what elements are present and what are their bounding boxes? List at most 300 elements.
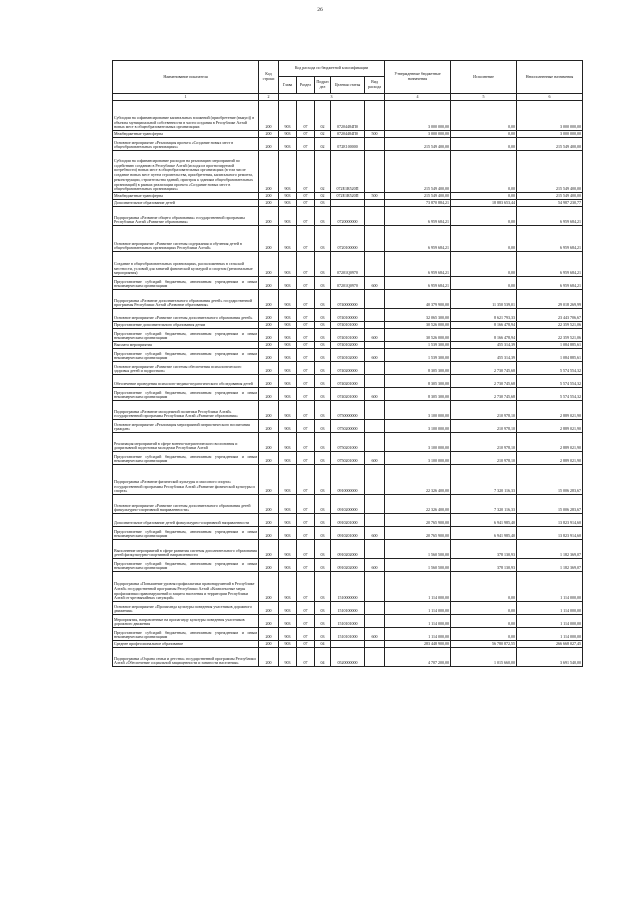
approved-amount: 6 959 684,21 bbox=[385, 226, 451, 252]
unexecuted-amount: 5 574 554,32 bbox=[517, 362, 583, 375]
row-name: Предоставление субсидий бюджетным, автономным учреждениям и иным некоммерческим организациям bbox=[113, 527, 259, 540]
vid-code bbox=[365, 362, 385, 375]
glava-code: 903 bbox=[279, 388, 297, 401]
row-code: 200 bbox=[259, 433, 279, 452]
glava-code: 903 bbox=[279, 495, 297, 514]
header-target: Целевая статья bbox=[331, 77, 365, 94]
row-code: 200 bbox=[259, 362, 279, 375]
row-code: 200 bbox=[259, 101, 279, 131]
glava-code: 903 bbox=[279, 465, 297, 495]
executed-amount: 8 166 478,94 bbox=[451, 322, 517, 329]
target-code: 0750200000 bbox=[331, 420, 365, 433]
target-code: 07204484П0 bbox=[331, 131, 365, 138]
podrazdel-code: 03 bbox=[315, 452, 331, 465]
podrazdel-code: 03 bbox=[315, 540, 331, 559]
razdel-code: 07 bbox=[297, 193, 315, 200]
row-code: 200 bbox=[259, 527, 279, 540]
col-number: 4 bbox=[385, 94, 451, 101]
row-code: 200 bbox=[259, 252, 279, 277]
executed-amount: 0,00 bbox=[451, 151, 517, 193]
vid-code bbox=[365, 641, 385, 648]
col-number: 2 bbox=[259, 94, 279, 101]
approved-amount: 215 549 400,00 bbox=[385, 138, 451, 151]
target-code: 0910000000 bbox=[331, 465, 365, 495]
approved-amount: 1 539 300,00 bbox=[385, 349, 451, 362]
unexecuted-amount: 6 959 684,21 bbox=[517, 207, 583, 226]
executed-amount: 0,00 bbox=[451, 193, 517, 200]
row-code: 200 bbox=[259, 207, 279, 226]
razdel-code: 07 bbox=[297, 322, 315, 329]
unexecuted-amount: 215 549 400,00 bbox=[517, 151, 583, 193]
unexecuted-amount: 5 574 554,32 bbox=[517, 388, 583, 401]
approved-amount: 8 305 300,00 bbox=[385, 362, 451, 375]
executed-amount: 210 978,10 bbox=[451, 433, 517, 452]
col-number: 6 bbox=[517, 94, 583, 101]
row-name: Подпрограмма «Развитие дополнительного образования детей» государственной программы Республики Алтай «Развитие образования» bbox=[113, 290, 259, 309]
table-row bbox=[113, 138, 583, 151]
executed-amount: 0,00 bbox=[451, 602, 517, 615]
vid-code bbox=[365, 401, 385, 420]
row-code: 200 bbox=[259, 452, 279, 465]
table-row bbox=[113, 362, 583, 375]
row-code: 200 bbox=[259, 495, 279, 514]
row-code: 200 bbox=[259, 401, 279, 420]
glava-code: 903 bbox=[279, 329, 297, 342]
row-name: Межбюджетные трансферты bbox=[113, 193, 259, 200]
header-approved: Утвержденные бюджетные назначения bbox=[385, 61, 451, 94]
row-name: Субсидии на софинансирование расходов на реализацию мероприятий по содействию созданию в Республике Алтай (исходя из прогнозируемой потребности) новых мест в общеобразовательных организациях (в том числе создание новых мест путем строительства, приобретения, капитального ремонта, реконструкции, строительства зданий, пристроя к зданиям общеобразовательных организаций) в рамках реализации проекта «Создание новых мест в общеобразовательных организациях» bbox=[113, 151, 259, 193]
row-code: 200 bbox=[259, 641, 279, 648]
glava-code: 903 bbox=[279, 648, 297, 667]
executed-amount: 11 350 539,01 bbox=[451, 290, 517, 309]
target-code: 07201Q0970 bbox=[331, 252, 365, 277]
glava-code: 903 bbox=[279, 615, 297, 628]
row-code: 200 bbox=[259, 628, 279, 641]
razdel-code: 07 bbox=[297, 138, 315, 151]
unexecuted-amount: 1 114 000,00 bbox=[517, 572, 583, 602]
approved-amount: 3 000 000,00 bbox=[385, 101, 451, 131]
approved-amount: 20 765 900,00 bbox=[385, 514, 451, 527]
target-code: 0910202000 bbox=[331, 540, 365, 559]
table-row bbox=[113, 433, 583, 452]
podrazdel-code: 02 bbox=[315, 131, 331, 138]
row-name: Дополнительное образование детей физкультурно-спортивной направленности bbox=[113, 514, 259, 527]
podrazdel-code: 03 bbox=[315, 200, 331, 207]
row-code: 200 bbox=[259, 648, 279, 667]
unexecuted-amount: 1 182 369,07 bbox=[517, 559, 583, 572]
row-code: 200 bbox=[259, 420, 279, 433]
glava-code: 903 bbox=[279, 641, 297, 648]
approved-amount: 22 326 400,00 bbox=[385, 465, 451, 495]
razdel-code: 07 bbox=[297, 207, 315, 226]
target-code: 1510000000 bbox=[331, 572, 365, 602]
row-code: 200 bbox=[259, 514, 279, 527]
target-code bbox=[331, 200, 365, 207]
unexecuted-amount: 54 987 230,77 bbox=[517, 200, 583, 207]
table-row bbox=[113, 375, 583, 388]
podrazdel-code: 02 bbox=[315, 138, 331, 151]
vid-code: 600 bbox=[365, 628, 385, 641]
row-code: 200 bbox=[259, 309, 279, 322]
row-name: Предоставление субсидий бюджетным, автономным учреждениям и иным некоммерческим организациям bbox=[113, 452, 259, 465]
target-code: 0740101000 bbox=[331, 329, 365, 342]
glava-code: 903 bbox=[279, 252, 297, 277]
razdel-code: 07 bbox=[297, 420, 315, 433]
executed-amount: 0,00 bbox=[451, 277, 517, 290]
glava-code: 903 bbox=[279, 559, 297, 572]
razdel-code: 07 bbox=[297, 572, 315, 602]
unexecuted-amount: 1 084 885,61 bbox=[517, 349, 583, 362]
executed-amount: 455 314,39 bbox=[451, 349, 517, 362]
target-code: 0740101000 bbox=[331, 322, 365, 329]
executed-amount: 0,00 bbox=[451, 628, 517, 641]
approved-amount: 8 305 300,00 bbox=[385, 388, 451, 401]
row-name: Выплата мероприятия bbox=[113, 342, 259, 349]
podrazdel-code: 03 bbox=[315, 527, 331, 540]
unexecuted-amount: 23 443 706,67 bbox=[517, 309, 583, 322]
vid-code bbox=[365, 252, 385, 277]
podrazdel-code: 03 bbox=[315, 277, 331, 290]
razdel-code: 07 bbox=[297, 349, 315, 362]
row-name: Дополнительное образование детей bbox=[113, 200, 259, 207]
unexecuted-amount: 1 114 000,00 bbox=[517, 602, 583, 615]
row-name: Основное мероприятие «Пропаганда культуры поведения участников дорожного движения» bbox=[113, 602, 259, 615]
table-row bbox=[113, 420, 583, 433]
executed-amount: 6 941 985,40 bbox=[451, 514, 517, 527]
approved-amount: 20 765 900,00 bbox=[385, 527, 451, 540]
target-code: 0740102000 bbox=[331, 342, 365, 349]
unexecuted-amount: 2 889 021,90 bbox=[517, 452, 583, 465]
podrazdel-code: 04 bbox=[315, 648, 331, 667]
target-code: 0740000000 bbox=[331, 290, 365, 309]
table-row bbox=[113, 207, 583, 226]
target-code: 072Е1R520П bbox=[331, 193, 365, 200]
unexecuted-amount: 3 000 000,00 bbox=[517, 131, 583, 138]
target-code: 0740201000 bbox=[331, 388, 365, 401]
razdel-code: 07 bbox=[297, 615, 315, 628]
target-code: 0910201000 bbox=[331, 514, 365, 527]
podrazdel-code: 03 bbox=[315, 572, 331, 602]
executed-amount: 0,00 bbox=[451, 101, 517, 131]
vid-code bbox=[365, 540, 385, 559]
razdel-code: 07 bbox=[297, 290, 315, 309]
glava-code: 903 bbox=[279, 200, 297, 207]
approved-amount: 30 526 000,00 bbox=[385, 329, 451, 342]
vid-code bbox=[365, 420, 385, 433]
row-code: 200 bbox=[259, 200, 279, 207]
table-row bbox=[113, 342, 583, 349]
row-name: Среднее профессиональное образование bbox=[113, 641, 259, 648]
approved-amount: 3 100 000,00 bbox=[385, 452, 451, 465]
header-glava: Глава bbox=[279, 77, 297, 94]
table-row bbox=[113, 309, 583, 322]
row-name: Создание в общеобразовательных организациях, расположенных в сельской местности, условий для занятий физической культурой и спортом (региональные мероприятия) bbox=[113, 252, 259, 277]
glava-code: 903 bbox=[279, 207, 297, 226]
executed-amount: 210 978,10 bbox=[451, 452, 517, 465]
vid-code: 600 bbox=[365, 277, 385, 290]
razdel-code: 07 bbox=[297, 648, 315, 667]
table-row bbox=[113, 495, 583, 514]
podrazdel-code: 02 bbox=[315, 151, 331, 193]
glava-code: 903 bbox=[279, 290, 297, 309]
target-code: 0740200000 bbox=[331, 362, 365, 375]
unexecuted-amount: 1 084 885,61 bbox=[517, 342, 583, 349]
glava-code: 903 bbox=[279, 572, 297, 602]
razdel-code: 07 bbox=[297, 559, 315, 572]
approved-amount: 1 114 000,00 bbox=[385, 602, 451, 615]
vid-code bbox=[365, 138, 385, 151]
podrazdel-code: 03 bbox=[315, 329, 331, 342]
glava-code: 903 bbox=[279, 628, 297, 641]
target-code bbox=[331, 641, 365, 648]
table-row bbox=[113, 465, 583, 495]
glava-code: 903 bbox=[279, 138, 297, 151]
unexecuted-amount: 6 959 684,21 bbox=[517, 277, 583, 290]
target-code: 1510101000 bbox=[331, 615, 365, 628]
unexecuted-amount: 1 114 000,00 bbox=[517, 628, 583, 641]
table-row bbox=[113, 514, 583, 527]
podrazdel-code: 02 bbox=[315, 101, 331, 131]
row-code: 200 bbox=[259, 559, 279, 572]
executed-amount: 6 941 985,40 bbox=[451, 527, 517, 540]
approved-amount: 22 326 400,00 bbox=[385, 495, 451, 514]
unexecuted-amount: 13 823 914,60 bbox=[517, 527, 583, 540]
approved-amount: 73 870 884,21 bbox=[385, 200, 451, 207]
approved-amount: 6 959 684,21 bbox=[385, 252, 451, 277]
table-row bbox=[113, 151, 583, 193]
unexecuted-amount: 1 182 369,07 bbox=[517, 540, 583, 559]
row-name: Подпрограмма «Развитие общего образования» государственной программы Республики Алтай «Развитие образования» bbox=[113, 207, 259, 226]
table-row bbox=[113, 641, 583, 648]
row-name: Реализация мероприятий в сфере военно-патриотического воспитания и допризывной подготовки молодежи Республики Алтай bbox=[113, 433, 259, 452]
header-podrazdel: Подраз дел bbox=[315, 77, 331, 94]
unexecuted-amount: 215 549 400,00 bbox=[517, 193, 583, 200]
razdel-code: 07 bbox=[297, 101, 315, 131]
vid-code bbox=[365, 322, 385, 329]
podrazdel-code: 03 bbox=[315, 433, 331, 452]
razdel-code: 07 bbox=[297, 329, 315, 342]
razdel-code: 07 bbox=[297, 602, 315, 615]
vid-code: 500 bbox=[365, 131, 385, 138]
podrazdel-code: 03 bbox=[315, 252, 331, 277]
col-number: 5 bbox=[451, 94, 517, 101]
header-executed: Исполнение bbox=[451, 61, 517, 94]
table-row bbox=[113, 131, 583, 138]
unexecuted-amount: 13 823 914,60 bbox=[517, 514, 583, 527]
executed-amount: 18 883 653,44 bbox=[451, 200, 517, 207]
podrazdel-code: 03 bbox=[315, 226, 331, 252]
vid-code: 500 bbox=[365, 193, 385, 200]
glava-code: 903 bbox=[279, 602, 297, 615]
razdel-code: 07 bbox=[297, 514, 315, 527]
podrazdel-code: 03 bbox=[315, 309, 331, 322]
table-row bbox=[113, 401, 583, 420]
executed-amount: 2 730 745,68 bbox=[451, 375, 517, 388]
row-name: Предоставление дополнительного образования детям bbox=[113, 322, 259, 329]
glava-code: 903 bbox=[279, 375, 297, 388]
vid-code: 600 bbox=[365, 329, 385, 342]
row-name: Подпрограмма «Повышение уровня профилактики правонарушений в Республике Алтай» государственной программы Республики Алтай «Комплексные меры профилактики правонарушений и защита населения и территории Республики Алтай от чрезвычайных ситуаций» bbox=[113, 572, 259, 602]
razdel-code: 07 bbox=[297, 131, 315, 138]
unexecuted-amount: 22 359 521,06 bbox=[517, 329, 583, 342]
glava-code: 903 bbox=[279, 131, 297, 138]
podrazdel-code: 03 bbox=[315, 401, 331, 420]
vid-code bbox=[365, 495, 385, 514]
unexecuted-amount: 266 668 027,45 bbox=[517, 641, 583, 648]
glava-code: 903 bbox=[279, 362, 297, 375]
razdel-code: 07 bbox=[297, 388, 315, 401]
vid-code bbox=[365, 309, 385, 322]
row-name: Межбюджетные трансферты bbox=[113, 131, 259, 138]
target-code: 0740201000 bbox=[331, 375, 365, 388]
approved-amount: 30 526 000,00 bbox=[385, 322, 451, 329]
unexecuted-amount: 3 000 000,00 bbox=[517, 101, 583, 131]
row-name: Основное мероприятие «Реализация проекта «Создание новых мест в общеобразовательных организациях» bbox=[113, 138, 259, 151]
row-code: 200 bbox=[259, 465, 279, 495]
target-code: 0740102000 bbox=[331, 349, 365, 362]
executed-amount: 2 730 745,68 bbox=[451, 388, 517, 401]
table-row bbox=[113, 648, 583, 667]
row-name: Основное мероприятие «Реализация мероприятий патриотического воспитания граждан» bbox=[113, 420, 259, 433]
approved-amount: 1 539 300,00 bbox=[385, 342, 451, 349]
glava-code: 903 bbox=[279, 420, 297, 433]
approved-amount: 3 100 000,00 bbox=[385, 420, 451, 433]
row-name: Основное мероприятие «Развитие системы дополнительного образования детей» bbox=[113, 309, 259, 322]
vid-code bbox=[365, 572, 385, 602]
target-code: 0910202000 bbox=[331, 559, 365, 572]
table-row bbox=[113, 277, 583, 290]
vid-code: 600 bbox=[365, 349, 385, 362]
executed-amount: 378 130,93 bbox=[451, 559, 517, 572]
row-name: Предоставление субсидий бюджетным, автономным учреждениям и иным некоммерческим организациям bbox=[113, 349, 259, 362]
row-code: 200 bbox=[259, 572, 279, 602]
row-name: Подпрограмма «Охрана семьи и детства» государственной программы Республики Алтай «Обеспечение социальной защищенности и занятости населения» bbox=[113, 648, 259, 667]
razdel-code: 07 bbox=[297, 342, 315, 349]
unexecuted-amount: 2 889 021,90 bbox=[517, 420, 583, 433]
target-code: 0740100000 bbox=[331, 309, 365, 322]
row-name: Предоставление субсидий бюджетным, автономным учреждениям и иным некоммерческим организациям bbox=[113, 559, 259, 572]
row-code: 200 bbox=[259, 375, 279, 388]
row-code: 200 bbox=[259, 342, 279, 349]
table-row bbox=[113, 252, 583, 277]
row-code: 200 bbox=[259, 138, 279, 151]
row-code: 200 bbox=[259, 615, 279, 628]
target-code: 0910201000 bbox=[331, 527, 365, 540]
row-code: 200 bbox=[259, 349, 279, 362]
razdel-code: 07 bbox=[297, 495, 315, 514]
row-name: Предоставление субсидий бюджетным, автономным учреждениям и иным некоммерческим организациям bbox=[113, 277, 259, 290]
vid-code bbox=[365, 226, 385, 252]
razdel-code: 07 bbox=[297, 465, 315, 495]
approved-amount: 4 707 200,00 bbox=[385, 648, 451, 667]
executed-amount: 0,00 bbox=[451, 138, 517, 151]
razdel-code: 07 bbox=[297, 200, 315, 207]
razdel-code: 07 bbox=[297, 540, 315, 559]
target-code: 07201Q0970 bbox=[331, 277, 365, 290]
row-code: 200 bbox=[259, 151, 279, 193]
table-row bbox=[113, 388, 583, 401]
row-name: Предоставление субсидий бюджетным, автономным учреждениям и иным некоммерческим организациям bbox=[113, 329, 259, 342]
table-row bbox=[113, 615, 583, 628]
header-row-code: Код строки bbox=[259, 61, 279, 94]
header-unexecuted: Неисполненные назначения bbox=[517, 61, 583, 94]
table-row bbox=[113, 329, 583, 342]
vid-code bbox=[365, 602, 385, 615]
row-name: Субсидии на софинансирование капитальных вложений (приобретение (выкуп)) в объекты муниципальной собственности в части создания в Республике Алтай новых мест в общеобразовательных организациях bbox=[113, 101, 259, 131]
target-code: 0750000000 bbox=[331, 401, 365, 420]
target-code: 1510101000 bbox=[331, 628, 365, 641]
unexecuted-amount: 215 549 400,00 bbox=[517, 138, 583, 151]
podrazdel-code: 03 bbox=[315, 514, 331, 527]
approved-amount: 6 959 684,21 bbox=[385, 207, 451, 226]
executed-amount: 0,00 bbox=[451, 572, 517, 602]
approved-amount: 3 000 000,00 bbox=[385, 131, 451, 138]
razdel-code: 07 bbox=[297, 362, 315, 375]
approved-amount: 8 305 300,00 bbox=[385, 375, 451, 388]
executed-amount: 7 320 116,33 bbox=[451, 495, 517, 514]
col-number: 1 bbox=[113, 94, 259, 101]
target-code: 0750201000 bbox=[331, 433, 365, 452]
target-code: 07204484П0 bbox=[331, 101, 365, 131]
unexecuted-amount: 2 889 021,90 bbox=[517, 401, 583, 420]
vid-code: 600 bbox=[365, 527, 385, 540]
column-number-row bbox=[113, 94, 583, 101]
executed-amount: 0,00 bbox=[451, 207, 517, 226]
approved-amount: 1 114 000,00 bbox=[385, 615, 451, 628]
executed-amount: 2 730 745,68 bbox=[451, 362, 517, 375]
executed-amount: 0,00 bbox=[451, 131, 517, 138]
podrazdel-code: 03 bbox=[315, 628, 331, 641]
approved-amount: 6 959 684,21 bbox=[385, 277, 451, 290]
podrazdel-code: 03 bbox=[315, 207, 331, 226]
glava-code: 903 bbox=[279, 401, 297, 420]
unexecuted-amount: 15 006 283,67 bbox=[517, 495, 583, 514]
podrazdel-code: 03 bbox=[315, 342, 331, 349]
approved-amount: 32 065 300,00 bbox=[385, 309, 451, 322]
row-name: Предоставление субсидий бюджетным, автономным учреждениям и иным некоммерческим организациям bbox=[113, 628, 259, 641]
table-row bbox=[113, 559, 583, 572]
row-code: 200 bbox=[259, 329, 279, 342]
podrazdel-code: 03 bbox=[315, 375, 331, 388]
razdel-code: 07 bbox=[297, 433, 315, 452]
executed-amount: 210 978,10 bbox=[451, 420, 517, 433]
header-budget-class: Код расхода по бюджетной классификации bbox=[279, 61, 385, 77]
table-row bbox=[113, 628, 583, 641]
glava-code: 903 bbox=[279, 349, 297, 362]
glava-code: 903 bbox=[279, 540, 297, 559]
col-number: 3 bbox=[279, 94, 385, 101]
approved-amount: 3 100 000,00 bbox=[385, 433, 451, 452]
vid-code bbox=[365, 290, 385, 309]
target-code: 0720000000 bbox=[331, 207, 365, 226]
glava-code: 903 bbox=[279, 514, 297, 527]
executed-amount: 0,00 bbox=[451, 226, 517, 252]
row-name: Подпрограмма «Развитие физической культуры и массового спорта» государственной программы Республики Алтай «Развитие физической культуры и спорта» bbox=[113, 465, 259, 495]
row-name: Основное мероприятие «Развитие системы содержания и обучения детей в общеобразовательных организациях Республики Алтай» bbox=[113, 226, 259, 252]
unexecuted-amount: 6 959 684,21 bbox=[517, 226, 583, 252]
glava-code: 903 bbox=[279, 309, 297, 322]
target-code: 072Е1R520П bbox=[331, 151, 365, 193]
approved-amount: 1 114 000,00 bbox=[385, 572, 451, 602]
row-code: 200 bbox=[259, 540, 279, 559]
target-code: 0520000000 bbox=[331, 648, 365, 667]
podrazdel-code: 03 bbox=[315, 349, 331, 362]
unexecuted-amount: 1 114 000,00 bbox=[517, 615, 583, 628]
glava-code: 903 bbox=[279, 433, 297, 452]
razdel-code: 07 bbox=[297, 252, 315, 277]
podrazdel-code: 03 bbox=[315, 290, 331, 309]
vid-code: 600 bbox=[365, 452, 385, 465]
